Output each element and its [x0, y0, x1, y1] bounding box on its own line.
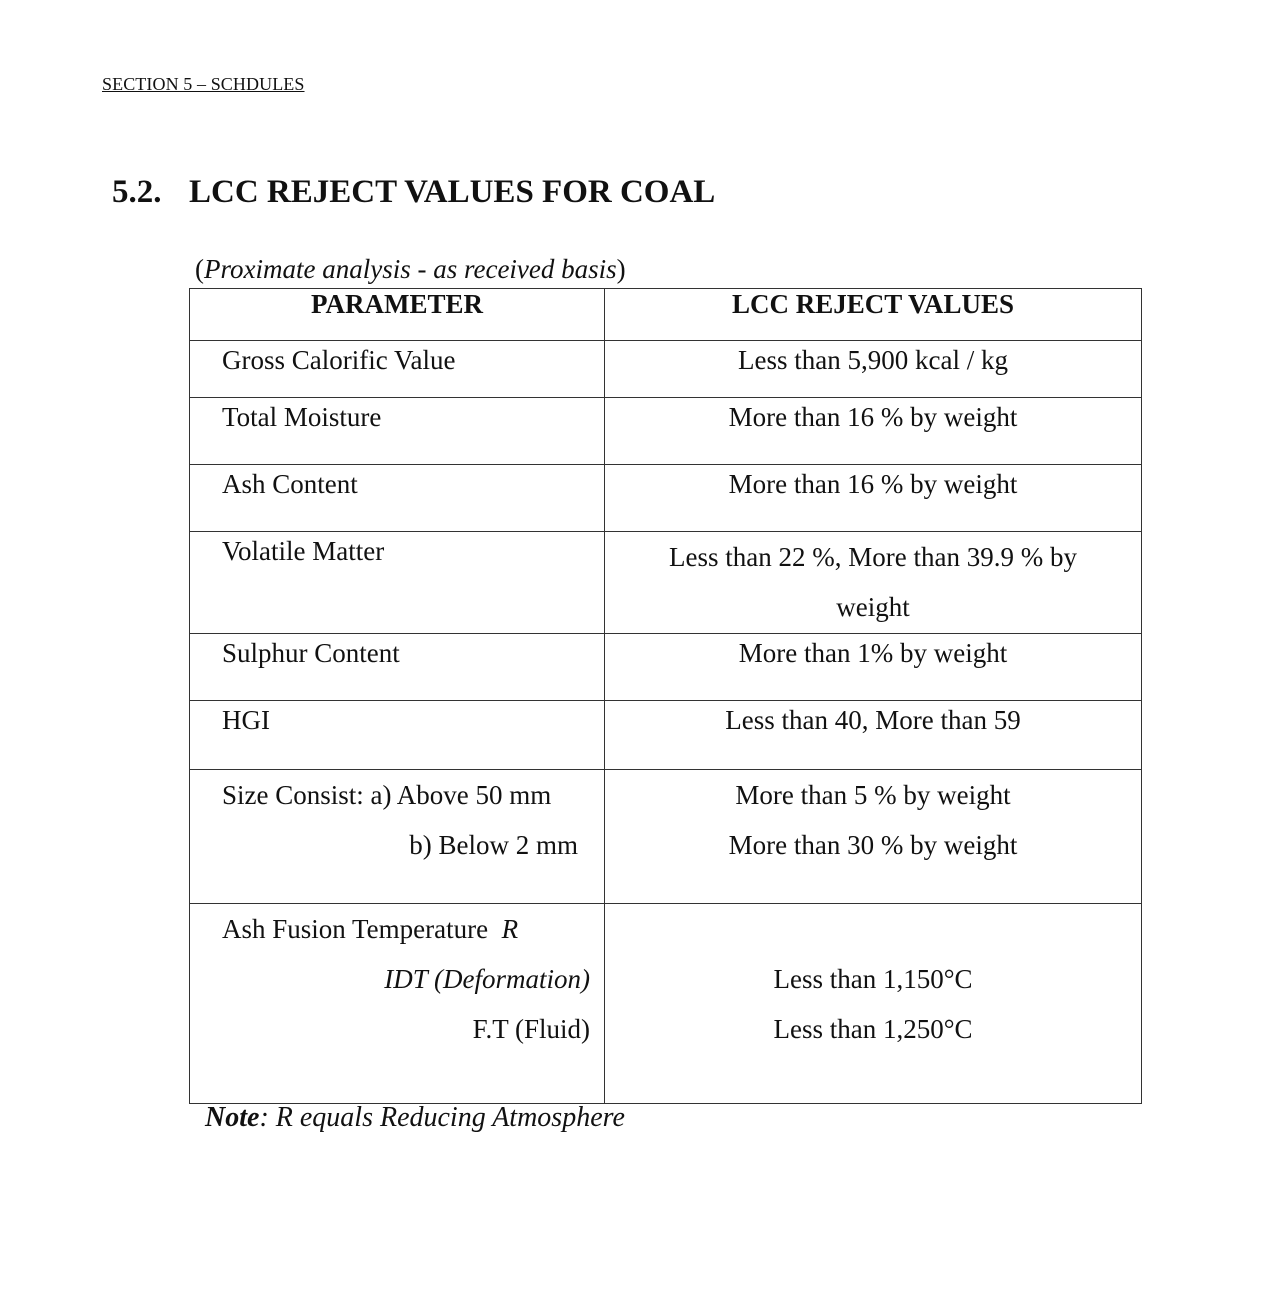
- section-title: LCC REJECT VALUES FOR COAL: [189, 174, 716, 210]
- value-cell: More than 1% by weight: [605, 634, 1142, 701]
- parameter-cell: Sulphur Content: [190, 634, 605, 701]
- parameter-cell-ash-fusion: [190, 904, 605, 1104]
- parameter-cell: HGI: [190, 701, 605, 770]
- table-row: [190, 341, 1142, 398]
- table-caption: [195, 254, 626, 285]
- table-row: [190, 634, 1142, 701]
- table-row-size-consist: [190, 770, 1142, 904]
- column-header-parameter: PARAMETER: [190, 289, 605, 341]
- ash-fusion-label-suffix: R: [501, 914, 519, 944]
- parameter-cell-size-consist: [190, 770, 605, 904]
- ft-label: F.T (Fluid): [472, 1014, 590, 1044]
- caption-text: Proximate analysis - as received basis: [204, 254, 617, 284]
- table-row: [190, 398, 1142, 465]
- ash-fusion-label-text: Ash Fusion Temperature: [222, 914, 489, 944]
- value-cell: More than 16 % by weight: [605, 465, 1142, 532]
- idt-label: IDT (Deformation): [384, 964, 590, 994]
- table-row: [190, 465, 1142, 532]
- value-cell-ash-fusion: [605, 904, 1142, 1104]
- size-consist-value-b: More than 30 % by weight: [728, 830, 1018, 860]
- parameter-cell: Ash Content: [190, 465, 605, 532]
- idt-value: Less than 1,150°C: [773, 964, 973, 994]
- table-row: [190, 532, 1142, 634]
- reject-values-table: [189, 288, 1142, 1104]
- table-row: [190, 701, 1142, 770]
- value-cell: Less than 22 %, More than 39.9 % by weight: [605, 532, 1142, 634]
- note-label: Note: [205, 1102, 260, 1133]
- size-consist-label-a: Size Consist: a) Above 50 mm: [222, 780, 552, 810]
- parameter-cell: Total Moisture: [190, 398, 605, 465]
- size-consist-label-b: b) Below 2 mm: [409, 830, 578, 860]
- ft-value: Less than 1,250°C: [773, 1014, 973, 1044]
- column-header-reject-values: LCC REJECT VALUES: [605, 289, 1142, 341]
- section-header: SECTION 5 – SCHDULES: [102, 74, 305, 94]
- table-row-ash-fusion: [190, 904, 1142, 1104]
- value-cell: More than 16 % by weight: [605, 398, 1142, 465]
- parameter-cell: Gross Calorific Value: [190, 341, 605, 398]
- table-header-row: [190, 289, 1142, 341]
- caption-open-paren: (: [195, 254, 204, 284]
- value-cell: Less than 40, More than 59: [605, 701, 1142, 770]
- section-number: 5.2.: [112, 174, 162, 210]
- parameter-cell: Volatile Matter: [190, 532, 605, 634]
- page-title: [112, 174, 715, 211]
- caption-close-paren: ): [616, 254, 626, 284]
- size-consist-value-a: More than 5 % by weight: [735, 780, 1011, 810]
- value-cell-size-consist: [605, 770, 1142, 904]
- note-text: : R equals Reducing Atmosphere: [259, 1102, 625, 1133]
- ash-fusion-label: [222, 904, 604, 954]
- value-cell: Less than 5,900 kcal / kg: [605, 341, 1142, 398]
- table-note: [205, 1102, 625, 1134]
